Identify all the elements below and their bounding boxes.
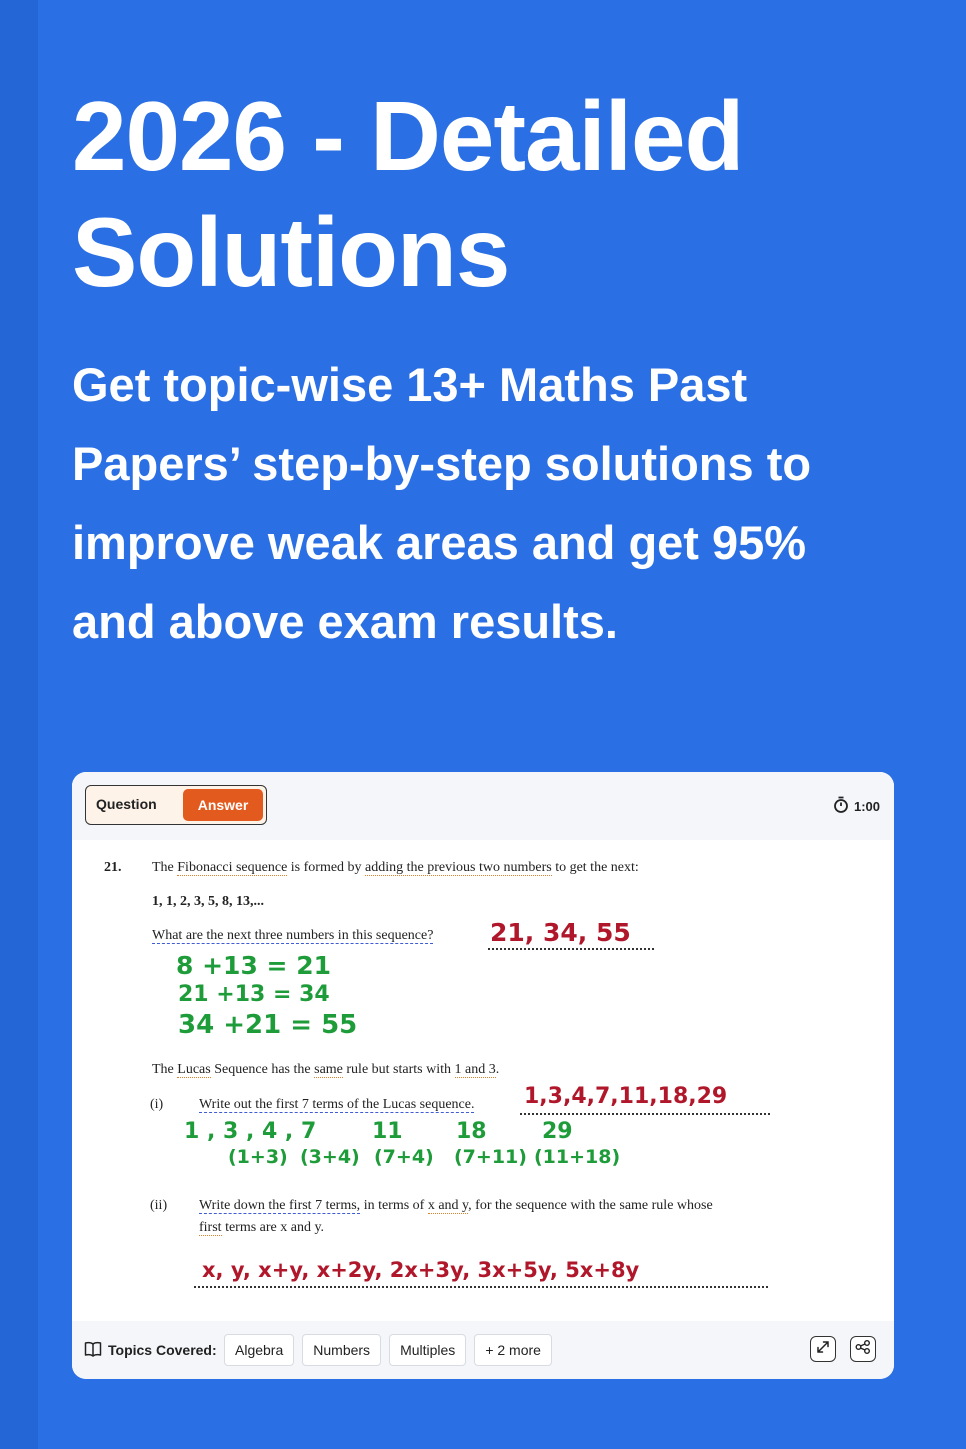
topic-chip-algebra[interactable]: Algebra: [224, 1334, 294, 1366]
book-icon: [84, 1341, 102, 1360]
expand-icon: [816, 1340, 830, 1359]
fibonacci-sequence: 1, 1, 2, 3, 5, 8, 13,...: [152, 894, 264, 909]
part-i-answer: 1,3,4,7,11,18,29: [524, 1084, 728, 1109]
part-ii-label: (ii): [150, 1198, 168, 1213]
expand-button[interactable]: [810, 1336, 836, 1362]
question-number: 21.: [104, 860, 122, 875]
working-line-3: 34 +21 = 55: [178, 1010, 358, 1040]
answer-line: [488, 948, 654, 950]
lucas-work-term-11: 11: [372, 1119, 403, 1144]
working-line-2: 21 +13 = 34: [178, 982, 330, 1007]
topic-chips: [224, 1334, 552, 1366]
part-ii-text-line-2: first terms are x and y.: [199, 1220, 325, 1235]
question-tab[interactable]: Question: [96, 796, 157, 812]
lucas-work-terms-1: 1 , 3 , 4 , 7: [184, 1119, 317, 1144]
more-topics-chip[interactable]: + 2 more: [474, 1334, 552, 1366]
question-intro: The Fibonacci sequence is formed by adding the previous two numbers to get the next:: [152, 860, 639, 875]
card-footer: [72, 1321, 894, 1379]
part-ii-answer-line: [194, 1286, 768, 1288]
topics-covered-label: Topics Covered:: [108, 1342, 217, 1358]
question-answer-toggle: [85, 785, 267, 825]
part-i-label: (i): [150, 1097, 164, 1112]
part-ii-text-line-1: Write down the first 7 terms, in terms of x and y, for the sequence with the same rule whose: [199, 1198, 713, 1213]
hero-title: 2026 - Detailed Solutions: [72, 81, 744, 307]
topic-chip-multiples[interactable]: Multiples: [389, 1334, 466, 1366]
lucas-work-sum-5: (11+18): [534, 1146, 621, 1168]
card-header: [72, 772, 894, 840]
topic-chip-numbers[interactable]: Numbers: [302, 1334, 381, 1366]
lucas-intro: The Lucas Sequence has the same rule but starts with 1 and 3.: [152, 1062, 500, 1077]
lucas-work-sum-1: (1+3): [228, 1146, 288, 1168]
part-i-answer-line: [520, 1113, 770, 1115]
lucas-work-sum-4: (7+11): [454, 1146, 527, 1168]
part-ii-answer: x, y, x+y, x+2y, 2x+3y, 3x+5y, 5x+8y: [202, 1258, 640, 1282]
part-i-text: Write out the first 7 terms of the Lucas sequence.: [199, 1097, 475, 1112]
share-icon: [855, 1340, 871, 1359]
timer-icon: [833, 796, 849, 817]
share-button[interactable]: [850, 1336, 876, 1362]
fibonacci-answer: 21, 34, 55: [490, 918, 631, 947]
lucas-work-term-29: 29: [542, 1119, 573, 1144]
solution-card: [72, 772, 894, 1379]
left-edge-strip: [0, 0, 38, 1449]
question-content: [72, 840, 894, 1320]
answer-tab[interactable]: Answer: [183, 789, 263, 821]
topics-covered: [84, 1321, 217, 1379]
lucas-work-sum-2: (3+4): [300, 1146, 360, 1168]
hero-subtitle: Get topic-wise 13+ Maths Past Papers’ step-by-step solutions to improve weak areas and get 95% and above exam results.: [72, 358, 812, 648]
lucas-work-term-18: 18: [456, 1119, 487, 1144]
timer-value: 1:00: [853, 799, 880, 814]
working-line-1: 8 +13 = 21: [176, 951, 331, 980]
timer[interactable]: [833, 796, 880, 817]
question-prompt: What are the next three numbers in this sequence?: [152, 928, 434, 943]
lucas-work-sum-3: (7+4): [374, 1146, 434, 1168]
